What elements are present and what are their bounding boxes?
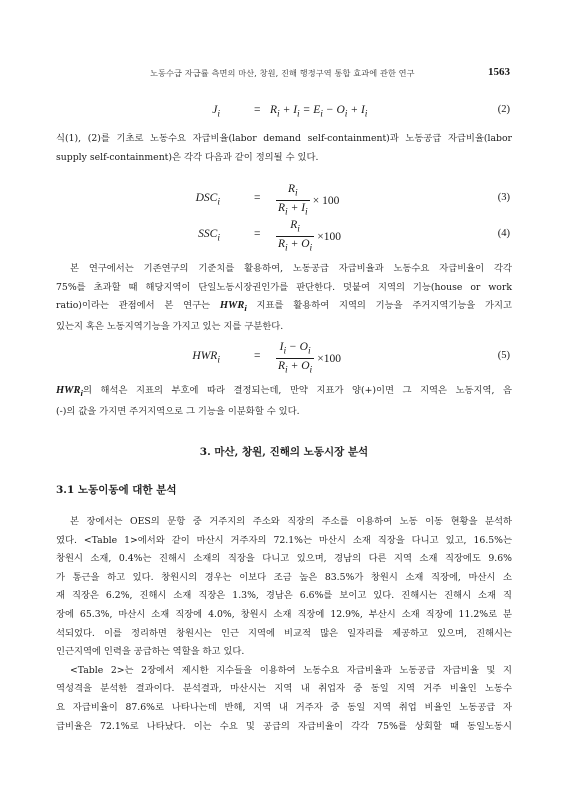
equation-number: (4) xyxy=(497,228,510,239)
paragraph-labor-mobility xyxy=(56,513,512,736)
text-line: supply self-containment)은 각각 다음과 같이 정의될 수 있다. xyxy=(56,151,319,163)
hwr-symbol: $HWR_i$ xyxy=(56,385,83,399)
subsection-title: 3.1 노동이동에 대한 분석 xyxy=(56,484,177,496)
text-line: ratio)이라는 관점에서 본 연구는 $HWR_i$ 지표를 활용하여 지역의 기능을 주거지역기능을 가지고 xyxy=(56,300,512,314)
equation-4: $SSC_i$ = $\frac{R_i}{R_i + O_i}$ ×100 (4) xyxy=(198,219,510,254)
text-line: 인근지역에 인력을 공급하는 역할을 하고 있다. xyxy=(56,646,245,658)
paragraph-definition xyxy=(56,130,512,167)
text-line: <Table 2>는 2장에서 제시한 지수들을 이용하여 노동수요 자급비율과 노동공급 자급비율 및 지 xyxy=(70,664,512,676)
equation-3: $DSC_i$ = $\frac{R_i}{R_i + I_i}$ × 100 (3) xyxy=(195,183,510,218)
equation-number: (2) xyxy=(497,104,510,115)
fraction: $\frac{R_i}{R_i + O_i}$ xyxy=(278,219,313,254)
text-line: 식(1), (2)를 기초로 노동수요 자급비율(labor demand self-containment)과 노동공급 자급비율(labor xyxy=(56,133,512,144)
fraction: $\frac{R_i}{R_i + I_i}$ xyxy=(278,183,308,218)
text-line: 있는지 혹은 노동지역기능을 가지고 있는 지를 구분한다. xyxy=(56,320,284,332)
text-line: 75%를 초과할 때 해당지역이 단일노동시장권인가를 판단한다. 덧붙여 지역의 기능(house or work xyxy=(56,281,512,293)
equation-number: (5) xyxy=(497,350,510,361)
text-line: 급비율은 72.1%로 나타났다. 이는 수요 및 공급의 자급비율이 각각 75%를 상회할 때 동일노동시 xyxy=(56,720,512,732)
text-line: 재 직장은 6.2%, 진해시 소재 직장은 1.3%, 경남은 6.6%를 보이고 있다. 진해시는 진해시 소재 직 xyxy=(56,590,512,602)
text-line: 석되었다. 이를 정리하면 창원시는 인근 지역에 비교적 많은 일자리를 제공하고 있으며, 진해시는 xyxy=(56,627,512,639)
equation-5: $HWR_i$ = $\frac{I_i - O_i}{R_i + O_i}$ ×100 (5) xyxy=(192,341,510,376)
page-number: 1563 xyxy=(488,66,510,78)
section-title: 3. 마산, 창원, 진해의 노동시장 분석 xyxy=(199,446,369,458)
equation-number: (3) xyxy=(497,192,510,203)
text-line: 였다. <Table 1>에서와 같이 마산시 거주자의 72.1%는 마산시 소재 직장을 다니고 있고, 16.5%는 xyxy=(56,534,512,546)
text-line: 요 자급비율이 87.6%로 나타나는데 반해, 지역 내 거주자 중 동일 지역 취업 비율인 노동공급 자 xyxy=(56,701,512,713)
text-line: 창원시 소재, 0.4%는 진해시 소재의 직장을 다니고 있으며, 경남의 다른 지역 소재 직장에도 9.6% xyxy=(56,553,512,565)
text-line: $HWR_i$의 해석은 지표의 부호에 따라 결정되는데, 만약 지표가 양(+)이면 그 지역은 노동지역, 음 xyxy=(56,385,512,399)
equation-rhs: $R_i + I_i = E_i - O_i + I_i$ xyxy=(270,104,368,120)
paragraph-criteria xyxy=(56,260,512,336)
paragraph-interpretation xyxy=(56,382,512,421)
text-line: 역성격을 분석한 결과이다. 분석결과, 마산시는 지역 내 취업자 중 동일 지역 거주 비율인 노동수 xyxy=(56,683,512,695)
running-header: 노동수급 자급률 측면의 마산, 창원, 진해 행정구역 통합 효과에 관한 연구 xyxy=(150,68,415,78)
text-line: 본 연구에서는 기존연구의 기준치를 활용하여, 노동공급 자급비율과 노동수요 자급비율이 각각 xyxy=(70,263,512,274)
text-line: 본 장에서는 OES의 문항 중 거주지의 주소와 직장의 주소를 이용하여 노동 이동 현황을 분석하 xyxy=(70,516,512,527)
equation-2: $J_i$ = $R_i + I_i = E_i - O_i + I_i$ (2) xyxy=(212,104,510,120)
text-line: 장에 65.3%, 마산시 소재 직장에 4.0%, 창원시 소재 직장에 12.9%, 부산시 소재 직장에 11.2%로 분 xyxy=(56,608,512,620)
hwr-symbol: $HWR_i$ xyxy=(219,300,247,314)
text-line: 가 통근을 하고 있다. 창원시의 경우는 이보다 조금 높은 83.5%가 창원시 소재 직장에, 마산시 소 xyxy=(56,571,512,583)
fraction: $\frac{I_i - O_i}{R_i + O_i}$ xyxy=(278,341,313,376)
text-line: (-)의 값을 가지면 주거지역으로 그 기능을 이분화할 수 있다. xyxy=(56,405,300,417)
equation-lhs: $J_i$ xyxy=(212,104,220,120)
